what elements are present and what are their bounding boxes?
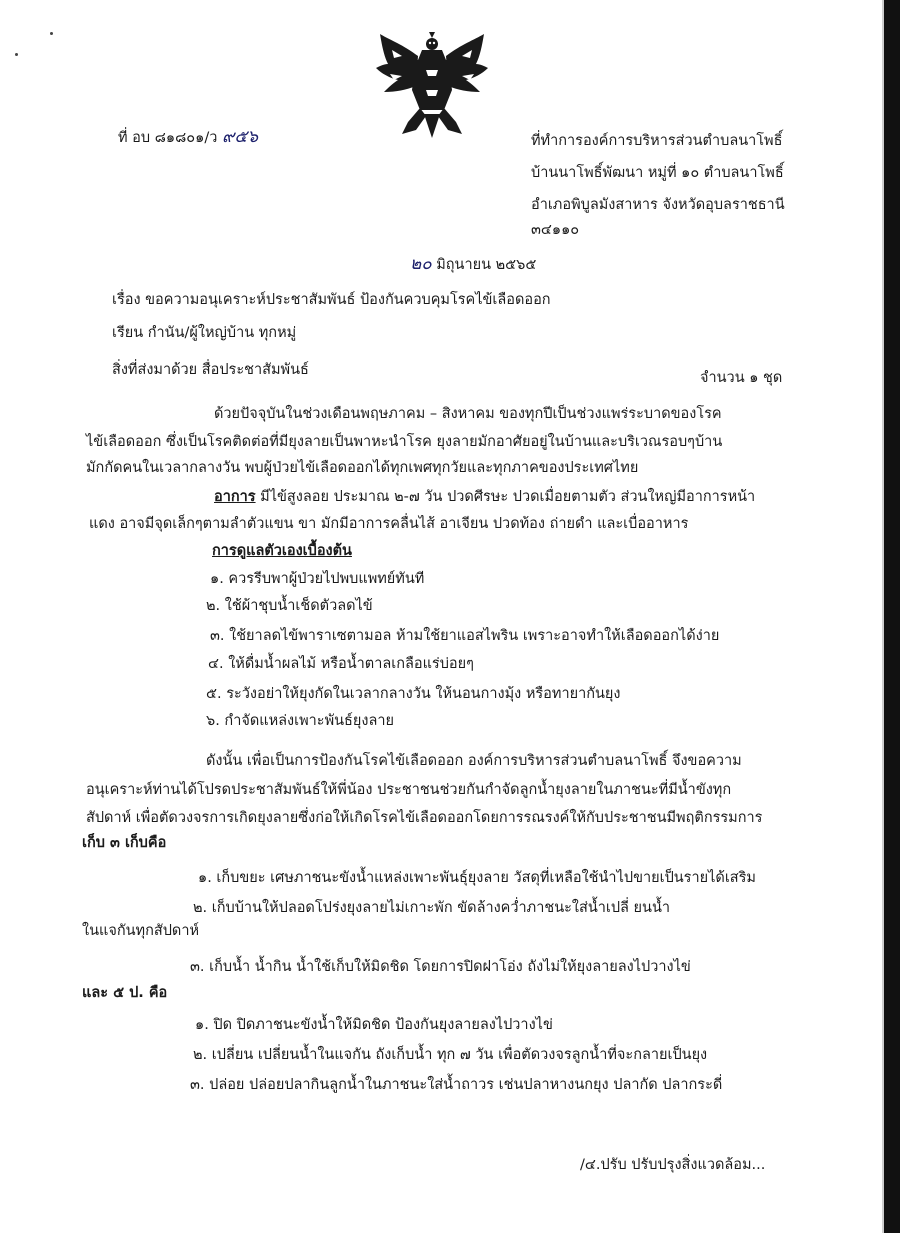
address-line: อำเภอพิบูลมังสาหาร จังหวัดอุบลราชธานี: [531, 197, 785, 213]
self-care-item: ๑. ควรรีบพาผู้ป่วยไปพบแพทย์ทันที: [210, 571, 425, 587]
enclosure-line: สิ่งที่ส่งมาด้วย สื่อประชาสัมพันธ์: [112, 362, 309, 378]
garuda-emblem-icon: [372, 30, 492, 140]
scan-edge-shadow: [884, 0, 900, 1233]
continuation-note: /๔.ปรับ ปรับปรุงสิ่งแวดล้อม...: [580, 1157, 766, 1173]
request-line: ดังนั้น เพื่อเป็นการป้องกันโรคไข้เลือดออก องค์การบริหารส่วนตำบลนาโพธิ์ จึงขอความ: [206, 753, 742, 769]
five-p-title: และ ๕ ป. คือ: [82, 985, 168, 1001]
self-care-item: ๖. กำจัดแหล่งเพาะพันธ์ยุงลาย: [206, 713, 394, 729]
enclosure-count: จำนวน ๑ ชุด: [700, 370, 783, 386]
date-month-year: มิถุนายน ๒๕๖๕: [436, 257, 537, 273]
address-postcode: ๓๔๑๑๐: [531, 222, 580, 238]
symptoms-line: [214, 487, 755, 507]
address-line: ที่ทำการองค์การบริหารส่วนตำบลนาโพธิ์: [531, 133, 783, 149]
intro-line: ด้วยปัจจุบันในช่วงเดือนพฤษภาคม – สิงหาคม ของทุกปีเป็นช่วงแพร่ระบาดของโรค: [214, 406, 722, 422]
reference-handwritten: ๙๕๖: [221, 127, 259, 147]
date-handwritten: ๒๐: [410, 254, 432, 274]
five-p-item: ๓. ปล่อย ปล่อยปลากินลูกน้ำในภาชนะใส่น้ำถาวร เช่นปลาหางนกยุง ปลากัด ปลากระดี่: [190, 1077, 723, 1093]
recipient-line: เรียน กำนัน/ผู้ใหญ่บ้าน ทุกหมู่: [112, 325, 297, 341]
reference-prefix: ที่ อบ ๘๑๘๐๑/ว: [118, 130, 218, 146]
request-line: อนุเคราะห์ท่านได้โปรดประชาสัมพันธ์ให้พี่น้อง ประชาชนช่วยกันกำจัดลูกน้ำยุงลายในภาชนะที่มีน้ำขังทุก: [86, 782, 732, 798]
symptoms-line: แดง อาจมีจุดเล็กๆตามลำตัวแขน ขา มักมีอาการคลื่นไส้ อาเจียน ปวดท้อง ถ่ายดำ และเบื่ออาหาร: [89, 516, 689, 532]
keep3-item: ๑. เก็บขยะ เศษภาชนะขังน้ำแหล่งเพาะพันธุ์ยุงลาย วัสดุที่เหลือใช้นำไปขายเป็นรายได้เสริม: [198, 870, 756, 886]
self-care-item: ๔. ให้ดื่มน้ำผลไม้ หรือน้ำตาลเกลือแร่บ่อยๆ: [208, 656, 474, 672]
self-care-item: ๕. ระวังอย่าให้ยุงกัดในเวลากลางวัน ให้นอนกางมุ้ง หรือทายากันยุง: [206, 686, 621, 702]
keep3-item: ๒. เก็บบ้านให้ปลอดโปร่งยุงลายไม่เกาะพัก ขัดล้างคว่ำภาชนะใส่น้ำเปลี่ ยนน้ำ: [193, 900, 671, 916]
symptoms-label: อาการ: [214, 489, 256, 505]
keep3-title: เก็บ ๓ เก็บคือ: [82, 835, 167, 851]
self-care-title: การดูแลตัวเองเบื้องต้น: [212, 543, 352, 559]
scan-speck: [15, 53, 18, 56]
self-care-item: ๓. ใช้ยาลดไข้พาราเซตามอล ห้ามใช้ยาแอสไพริน เพราะอาจทำให้เลือดออกได้ง่าย: [210, 628, 720, 644]
request-line: สัปดาห์ เพื่อตัดวงจรการเกิดยุงลายซึ่งก่อให้เกิดโรคไข้เลือดออกโดยการรณรงค์ให้กับประชาชนมีพฤติกรรมการ: [86, 810, 763, 826]
keep3-item: ๓. เก็บน้ำ น้ำกิน น้ำใช้เก็บให้มิดชิด โดยการปิดฝาโอ่ง ถังไม่ให้ยุงลายลงไปวางไข่: [190, 959, 691, 975]
letter-date: [410, 254, 536, 275]
subject-line: เรื่อง ขอความอนุเคราะห์ประชาสัมพันธ์ ป้องกันควบคุมโรคไข้เลือดออก: [112, 292, 551, 308]
keep3-item-cont: ในแจกันทุกสัปดาห์: [82, 923, 200, 939]
symptoms-text: มีไข้สูงลอย ประมาณ ๒-๗ วัน ปวดศีรษะ ปวดเมื่อยตามตัว ส่วนใหญ่มีอาการหน้า: [255, 489, 756, 505]
address-line: บ้านนาโพธิ์พัฒนา หมู่ที่ ๑๐ ตำบลนาโพธิ์: [531, 165, 784, 181]
scan-speck: [50, 32, 53, 35]
intro-line: มักกัดคนในเวลากลางวัน พบผู้ป่วยไข้เลือดออกได้ทุกเพศทุกวัยและทุกภาคของประเทศไทย: [86, 460, 639, 476]
self-care-item: ๒. ใช้ผ้าชุบน้ำเช็ดตัวลดไข้: [206, 598, 373, 614]
reference-number: [118, 127, 258, 148]
five-p-item: ๒. เปลี่ยน เปลี่ยนน้ำในแจกัน ถังเก็บน้ำ ทุก ๗ วัน เพื่อตัดวงจรลูกน้ำที่จะกลายเป็นยุง: [193, 1047, 708, 1063]
intro-line: ไข้เลือดออก ซึ่งเป็นโรคติดต่อที่มียุงลายเป็นพาหะนำโรค ยุงลายมักอาศัยอยู่ในบ้านและบริเวณรอบๆบ้าน: [86, 434, 723, 450]
five-p-item: ๑. ปิด ปิดภาชนะขังน้ำให้มิดชิด ป้องกันยุงลายลงไปวางไข่: [195, 1017, 553, 1033]
